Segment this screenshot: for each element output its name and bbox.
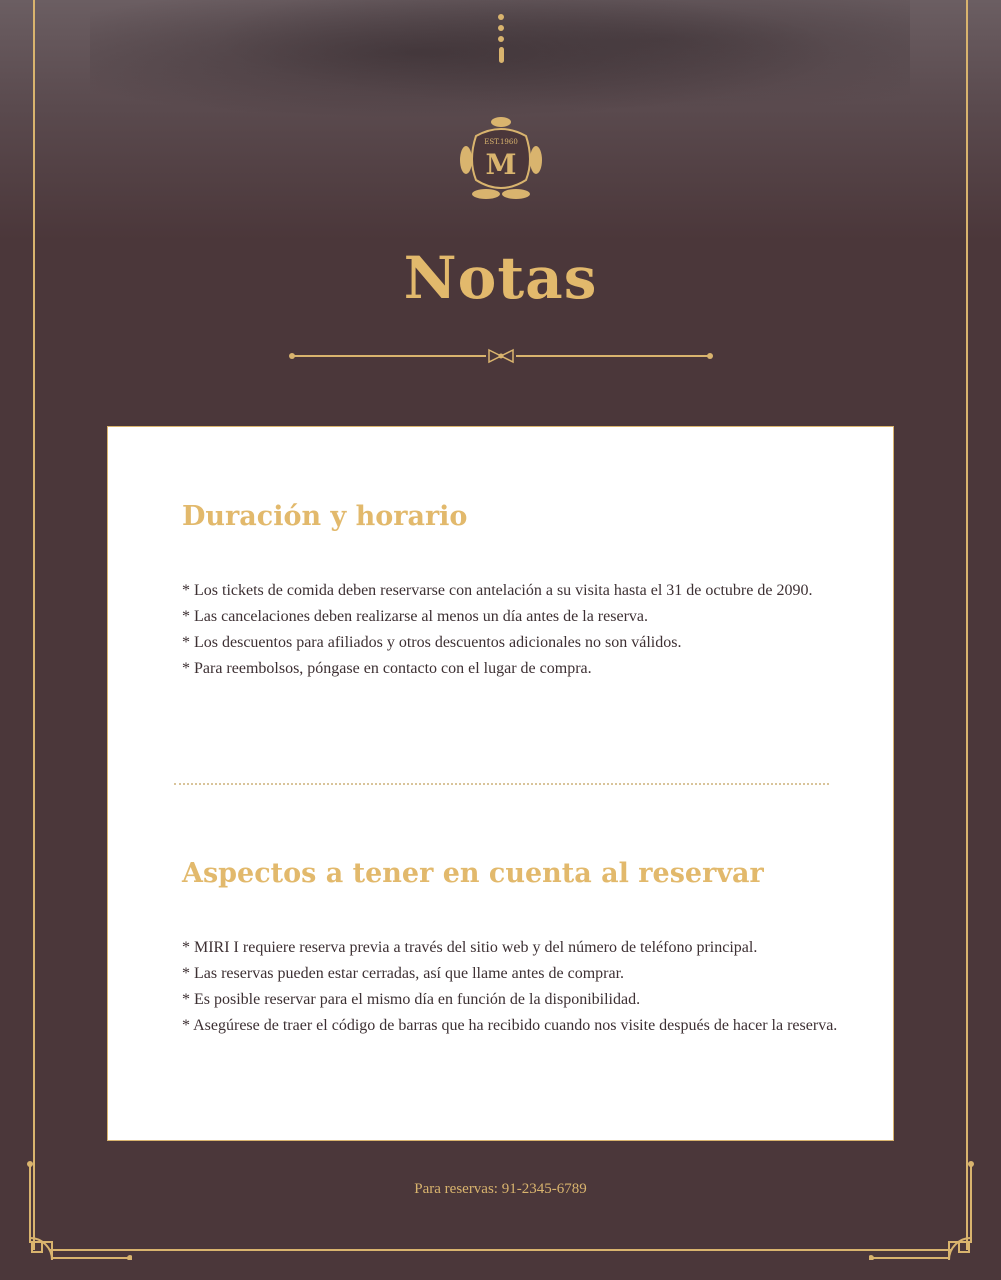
- list-item: * Las cancelaciones deben realizarse al menos un día antes de la reserva.: [182, 608, 648, 625]
- title-divider: [286, 346, 716, 366]
- dots-ornament: [497, 14, 505, 63]
- crest-logo: [458, 114, 544, 202]
- frame-line-left: [33, 0, 35, 1250]
- list-item: * Las reservas pueden estar cerradas, así que llame antes de comprar.: [182, 965, 625, 982]
- section-separator: [174, 783, 829, 785]
- svg-text:EST.1960: EST.1960: [484, 138, 518, 146]
- page-title: Notas: [403, 244, 598, 312]
- svg-text:M: M: [485, 148, 517, 181]
- list-item: * Para reembolsos, póngase en contacto con el lugar de compra.: [182, 660, 592, 677]
- corner-ornament-right: [869, 1160, 979, 1260]
- reservation-phone: Para reservas: 91-2345-6789: [414, 1181, 587, 1197]
- frame-line-bottom: [50, 1249, 952, 1251]
- list-item: * Los descuentos para afiliados y otros descuentos adicionales no son válidos.: [182, 634, 682, 651]
- section-title: Aspectos a tener en cuenta al reservar: [182, 858, 764, 889]
- list-item: * MIRI I requiere reserva previa a través del sitio web y del número de teléfono principal.: [182, 939, 758, 956]
- section-duration: [182, 501, 902, 682]
- frame-line-right: [966, 0, 968, 1250]
- corner-ornament-left: [22, 1160, 132, 1260]
- list-item: * Es posible reservar para el mismo día en función de la disponibilidad.: [182, 991, 641, 1008]
- list-item: * Los tickets de comida deben reservarse con antelación a su visita hasta el 31 de octubre de 2090.: [182, 582, 813, 599]
- section-booking: [182, 858, 902, 1039]
- notes-card: [107, 426, 894, 1141]
- list-item: * Asegúrese de traer el código de barras que ha recibido cuando nos visite después de hacer la reserva.: [182, 1017, 838, 1034]
- section-title: Duración y horario: [182, 501, 468, 532]
